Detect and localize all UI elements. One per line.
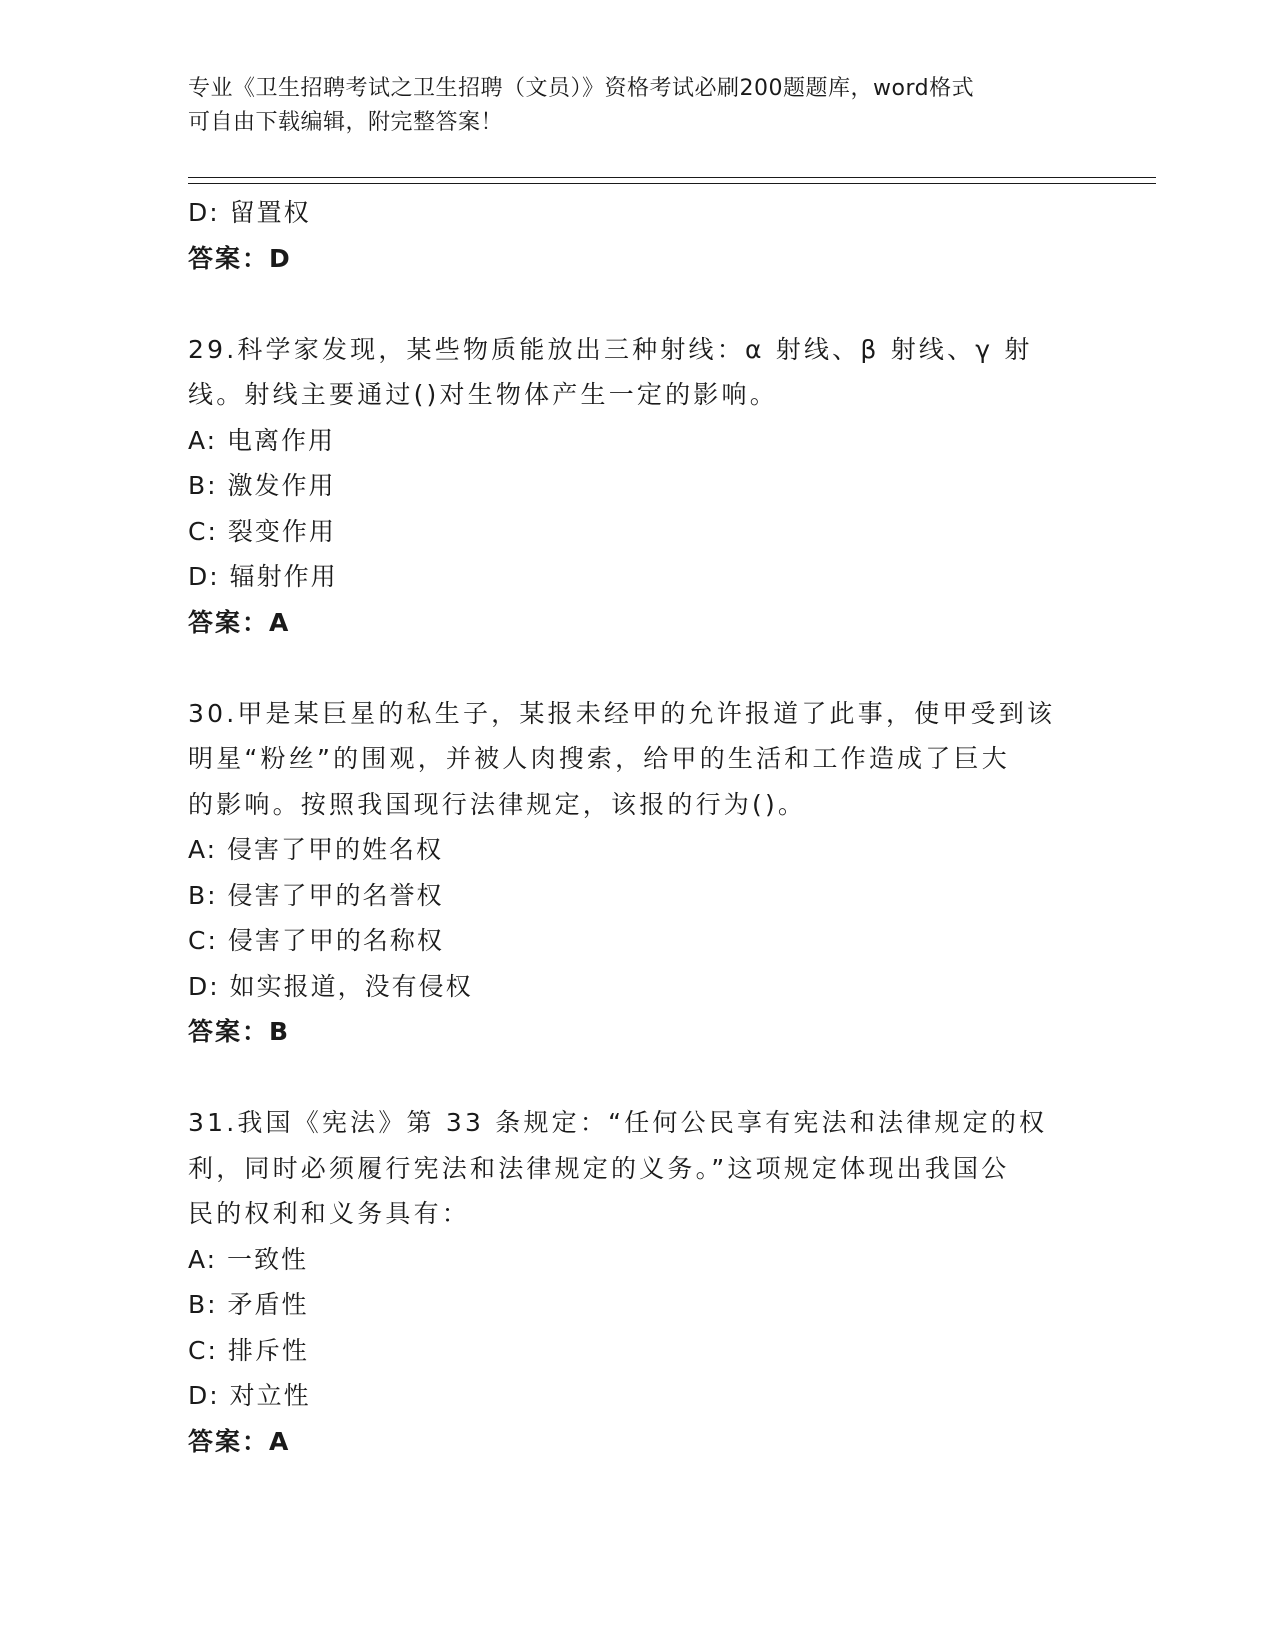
- question-stem-line: 利，同时必须履行宪法和法律规定的义务。”这项规定体现出我国公: [188, 1153, 1010, 1183]
- question-stem-line: 29.科学家发现，某些物质能放出三种射线：α 射线、β 射线、γ 射: [188, 334, 1033, 364]
- option-a: A: 电离作用: [188, 425, 336, 455]
- answer-line: 答案：B: [188, 1017, 291, 1046]
- option-b: B: 激发作用: [188, 471, 336, 500]
- question-29: [188, 327, 1088, 646]
- spacer: [188, 1055, 1088, 1101]
- question-stem-line: 明星“粉丝”的围观，并被人肉搜索，给甲的生活和工作造成了巨大: [188, 744, 1010, 773]
- option-c: C: 裂变作用: [188, 516, 336, 546]
- option-a: A: 一致性: [188, 1244, 309, 1274]
- answer-line: 答案：A: [188, 607, 291, 637]
- question-stem-line: 30.甲是某巨星的私生子，某报未经甲的允许报道了此事，使甲受到该: [188, 698, 1056, 728]
- question-30: [188, 691, 1088, 1055]
- header-title-line-1: 专业《卫生招聘考试之卫生招聘（文员）》资格考试必刷200题题库，word格式: [188, 76, 975, 101]
- option-c: C: 排斥性: [188, 1335, 309, 1365]
- question-stem-line: 民的权利和义务具有：: [188, 1199, 471, 1228]
- question-stem-line: 的影响。按照我国现行法律规定，该报的行为()。: [188, 789, 807, 819]
- question-stem-line: 线。射线主要通过()对生物体产生一定的影响。: [188, 380, 778, 409]
- option-a: A: 侵害了甲的姓名权: [188, 835, 444, 864]
- header-divider-bottom: [188, 183, 1156, 184]
- option-b: B: 矛盾性: [188, 1290, 309, 1319]
- option-b: B: 侵害了甲的名誉权: [188, 880, 444, 910]
- spacer: [188, 281, 1088, 327]
- spacer: [188, 645, 1088, 691]
- option-d: D: 辐射作用: [188, 562, 338, 591]
- question-content: [188, 190, 1088, 1464]
- header-divider-top: [188, 177, 1156, 178]
- option-d: D: 如实报道，没有侵权: [188, 971, 473, 1001]
- document-header: [188, 72, 1068, 140]
- answer-line: 答案：D: [188, 243, 292, 273]
- option-d: D: 留置权: [188, 198, 311, 227]
- question-stem-line: 31.我国《宪法》第 33 条规定：“任何公民享有宪法和法律规定的权: [188, 1108, 1048, 1137]
- question-31: [188, 1100, 1088, 1464]
- header-title-line-2: 可自由下载编辑，附完整答案！: [188, 110, 504, 135]
- option-c: C: 侵害了甲的名称权: [188, 926, 444, 955]
- previous-question-tail: [188, 190, 1088, 281]
- answer-line: 答案：A: [188, 1426, 291, 1456]
- option-d: D: 对立性: [188, 1381, 311, 1410]
